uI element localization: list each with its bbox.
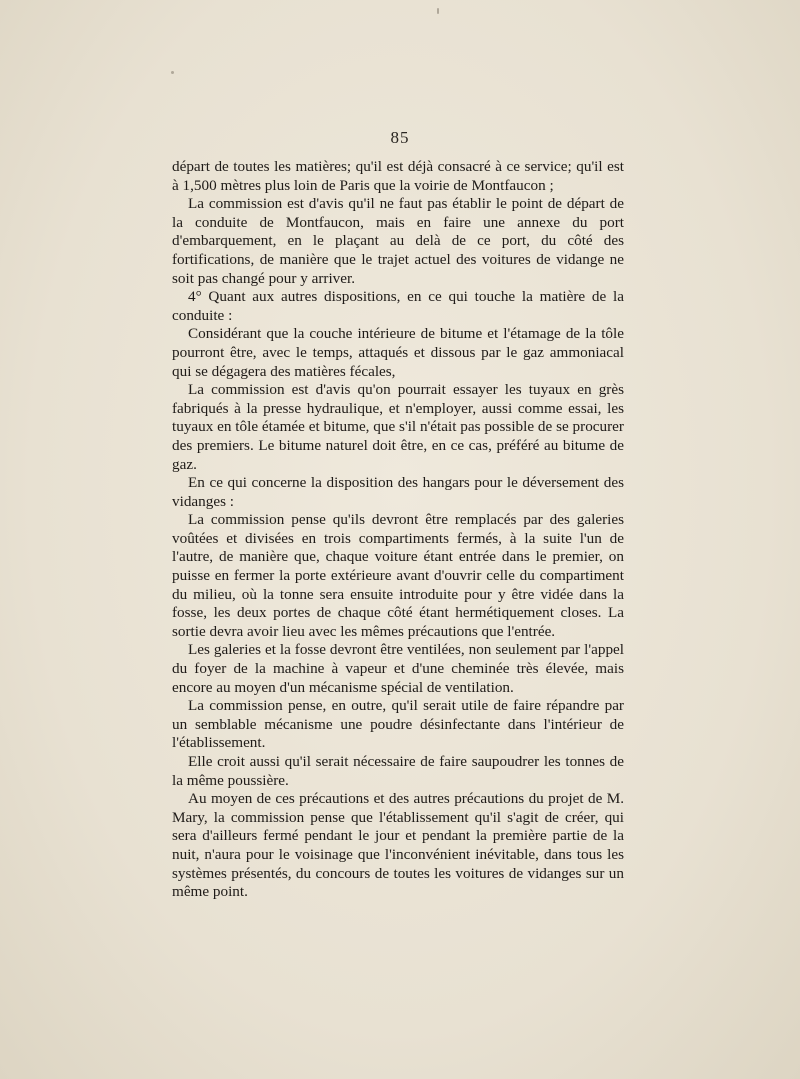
paper-speck [171,71,174,74]
paper-speck [437,8,439,14]
page-body [172,158,624,902]
page-number: 85 [390,128,410,147]
paragraph: Considérant que la couche intérieure de bitume et l'étamage de la tôle pourront être, avec le temps, attaqués et dissous par le gaz ammoniacal qui se dégagera des matières fécales, [172,325,624,380]
paragraph: La commission pense qu'ils devront être remplacés par des galeries voûtées et divisées en trois compartiments fermés, à la suite l'un de l'autre, de manière que, chaque voiture étant entrée dans le premier, on puisse en fermer la porte extérieure avant d'ouvrir celle du compartiment du milieu, où la tonne sera ensuite introduite pour y être vidée dans la fosse, les deux portes de chaque côté étant hermétiquement closes. La sortie devra avoir lieu avec les mêmes précautions que l'entrée. [172,511,624,640]
paragraph: départ de toutes les matières; qu'il est déjà consacré à ce service; qu'il est à 1,500 mètres plus loin de Paris que la voirie de Montfaucon ; [172,158,624,194]
paragraph: 4° Quant aux autres dispositions, en ce qui touche la matière de la conduite : [172,288,624,324]
paragraph: Les galeries et la fosse devront être ventilées, non seulement par l'appel du foyer de la machine à vapeur et d'une cheminée très élevée, mais encore au moyen d'un mécanisme spécial de ventilation. [172,641,624,696]
paragraph: Elle croit aussi qu'il serait nécessaire de faire saupoudrer les tonnes de la même poussière. [172,753,624,789]
paragraph: Au moyen de ces précautions et des autres précautions du projet de M. Mary, la commission pense que l'établissement qu'il s'agit de créer, qui sera d'ailleurs fermé pendant le jour et pendant la première partie de la nuit, n'aura pour le voisinage que l'inconvénient inévitable, dans tous les systèmes présentés, du concours de toutes les voitures de vidanges sur un même point. [172,790,624,901]
paragraph: La commission est d'avis qu'il ne faut pas établir le point de départ de la conduite de Montfaucon, mais en faire une annexe du port d'embarquement, en le plaçant au delà de ce port, du côté des fortifications, de manière que le trajet actuel des voitures de vidange ne soit pas changé pour y arriver. [172,195,624,287]
paragraph: La commission est d'avis qu'on pourrait essayer les tuyaux en grès fabriqués à la presse hydraulique, et n'employer, aussi comme essai, les tuyaux en tôle étamée et bitume, que s'il n'était pas possible de se procurer des premiers. Le bitume naturel doit être, en ce cas, préféré au bitume de gaz. [172,381,624,473]
paragraph: La commission pense, en outre, qu'il serait utile de faire répandre par un semblable mécanisme une poudre désinfectante dans l'intérieur de l'établissement. [172,697,624,752]
paragraph: En ce qui concerne la disposition des hangars pour le déversement des vidanges : [172,474,624,510]
